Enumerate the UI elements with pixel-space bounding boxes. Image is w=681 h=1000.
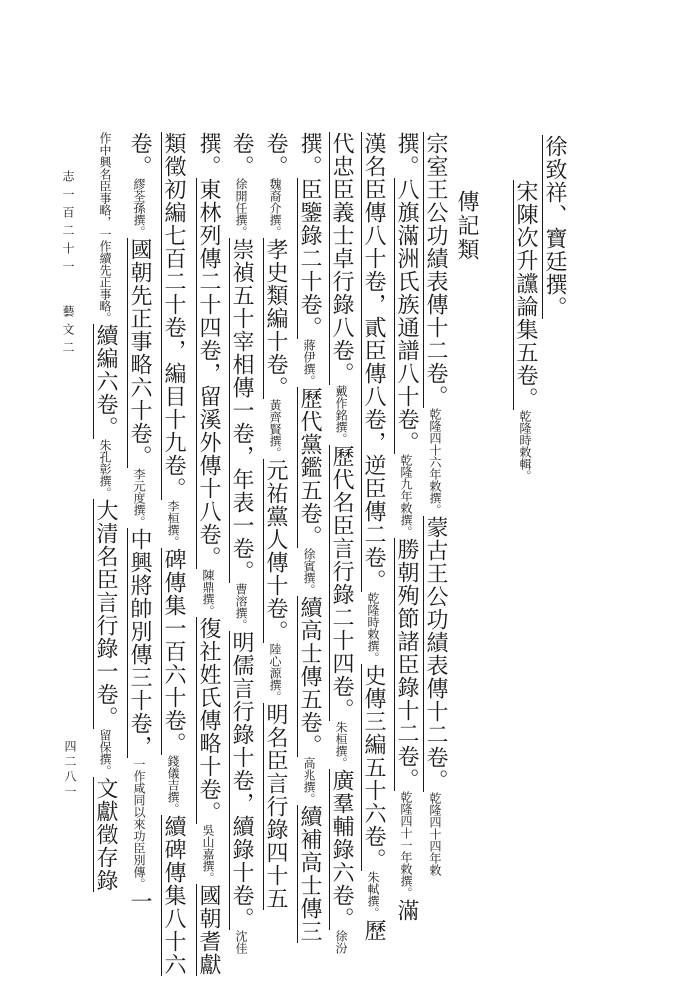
- column-11-title-1: 東林列傳二十四卷，留溪外傳十八卷。: [196, 178, 221, 569]
- column-8-note-2: 徐賓撰。: [302, 548, 316, 596]
- text-column-14: [92, 132, 118, 932]
- column-4-title-1: 宗室王公功績表傳十二卷。: [423, 132, 448, 408]
- column-5-title-2: 勝朝殉節諸臣錄十二卷。: [394, 538, 419, 791]
- column-7-note-1: 戴作銘撰。: [334, 385, 348, 445]
- column-11-note-2: 吳山嘉撰。: [201, 824, 215, 884]
- column-12-title-3: 續碑傳集八十六: [161, 815, 186, 976]
- column-8-title-1: 臣鑒錄二十卷。: [297, 178, 322, 339]
- column-10-note-1: 徐開任撰。: [234, 178, 248, 238]
- text-column-12: [160, 132, 186, 976]
- section-heading: [453, 190, 479, 990]
- column-8-title-2: 歷代黨鑑五卷。: [297, 387, 322, 548]
- page-number-text: 四二八一: [63, 740, 77, 800]
- column-9-note-3: 陸心源撰。: [268, 643, 282, 703]
- column-12-note-2: 錢儀吉撰。: [166, 755, 180, 815]
- text-column-10: [228, 132, 254, 954]
- column-7-note-2: 朱桓撰。: [334, 721, 348, 769]
- column-5-text-1: 撰。: [394, 132, 419, 178]
- text-column-11: [195, 132, 221, 976]
- column-9-note-1: 魏裔介撰。: [268, 178, 282, 238]
- column-6-text: 歷: [361, 919, 386, 942]
- text-column-4: [422, 132, 448, 932]
- column-4-note-1: 乾隆四十六年敕撰。: [428, 408, 442, 516]
- column-6-note-1: 乾隆時敕撰。: [366, 592, 380, 664]
- column-10-title-2: 明儒言行錄十卷，續錄十卷。: [229, 631, 254, 930]
- column-13-note-2: 李元度撰。: [132, 468, 146, 528]
- text-column-1: [541, 135, 567, 935]
- column-8-note-3: 高兆撰。: [302, 757, 316, 805]
- column-12-title-1: 類徵初編七百二十卷，編目十九卷。: [161, 132, 186, 500]
- column-10-title-1: 崇禎五十宰相傳一卷，年表一卷。: [229, 238, 254, 583]
- column-6-title-2: 史傳三編五十六卷。: [361, 664, 386, 871]
- column-5-note-2: 乾隆四十一年敕撰。: [399, 791, 413, 899]
- column-13-title-2: 中興將帥別傳三十卷，: [127, 528, 152, 758]
- page-number: [62, 740, 79, 800]
- column-10-note-3: 沈佳: [234, 930, 248, 954]
- column-12-note-1: 李桓撰。: [166, 500, 180, 548]
- footer-volume-text: 志一百二十一: [61, 170, 75, 278]
- column-6-title-1: 漢名臣傳八十卷，貳臣傳八卷，逆臣傳二卷。: [361, 132, 386, 592]
- column-6-note-2: 朱軾撰。: [366, 871, 380, 919]
- column-11-note-1: 陳鼎撰。: [201, 569, 215, 617]
- column-12-title-2: 碑傳集一百六十卷。: [161, 548, 186, 755]
- column-4-note-2: 乾隆四十四年敕: [428, 792, 442, 876]
- column-8-text: 撰。: [297, 132, 322, 178]
- column-13-title-1: 國朝先正事略六十卷。: [127, 238, 152, 468]
- column-13-text-1: 卷。: [127, 132, 152, 178]
- text-column-9: [262, 132, 288, 932]
- footer-section: [60, 305, 77, 359]
- column-7-note-3: 徐汾: [334, 930, 348, 954]
- text-column-7: [328, 132, 354, 954]
- column-8-title-4: 續補高士傳三: [297, 805, 322, 943]
- column-14-note-1: 朱孔彰撰。: [98, 439, 112, 499]
- column-5-title-1: 八旗滿洲氏族通譜八十卷。: [394, 178, 419, 454]
- column-7-title-1: 代忠臣義士卓行錄八卷。: [329, 132, 354, 385]
- footer-volume: [60, 170, 77, 278]
- text-column-2: [512, 180, 538, 980]
- footer-section-text: 藝文二: [61, 305, 75, 359]
- column-4-title-2: 蒙古王公功績表傳十二卷。: [423, 516, 448, 792]
- text-column-5: [393, 132, 419, 932]
- column-10-note-2: 曹溶撰。: [234, 583, 248, 631]
- column-10-text: 卷。: [229, 132, 254, 178]
- column-2-note: 乾隆時敕輯。: [518, 410, 532, 482]
- column-14-note-0: 作中興名臣事略，一作續先正事略。: [98, 132, 112, 324]
- column-11-title-2: 復社姓氏傳略十卷。: [196, 617, 221, 824]
- column-14-title-1: 續編六卷。: [93, 324, 118, 439]
- column-13-text-2: 一: [127, 890, 152, 913]
- column-7-title-3: 廣羣輔錄六卷。: [329, 769, 354, 930]
- section-heading-text: 傳記類: [454, 190, 479, 262]
- column-5-text-2: 滿: [394, 899, 419, 922]
- column-8-title-3: 續高士傳五卷。: [297, 596, 322, 757]
- text-column-8: [296, 132, 322, 943]
- column-9-title-1: 孝史類編十卷。: [263, 238, 288, 399]
- column-9-title-3: 明名臣言行錄四十五: [263, 703, 288, 910]
- column-14-note-2: 留保撰。: [98, 729, 112, 777]
- column-13-note-3: 一作咸同以來功臣別傳。: [132, 758, 146, 890]
- column-2-title: 宋陳次升讜論集五卷。: [513, 180, 538, 410]
- column-7-title-2: 歷代名臣言行錄二十四卷。: [329, 445, 354, 721]
- column-11-text: 撰。: [196, 132, 221, 178]
- column-11-title-3: 國朝耆獻: [196, 884, 221, 976]
- column-14-title-2: 大清名臣言行錄一卷。: [93, 499, 118, 729]
- column-14-title-3: 文獻徵存錄: [93, 777, 118, 892]
- text-column-6: [360, 132, 386, 942]
- column-13-note-1: 繆荃孫撰。: [132, 178, 146, 238]
- column-9-text: 卷。: [263, 132, 288, 178]
- column-8-note-1: 蔣伊撰。: [302, 339, 316, 387]
- column-5-note-1: 乾隆九年敕撰。: [399, 454, 413, 538]
- column-9-note-2: 黃齊賢撰。: [268, 399, 282, 459]
- column-1-text: 徐致祥、寶廷撰。: [542, 135, 567, 319]
- text-column-13: [126, 132, 152, 932]
- column-9-title-2: 元祐黨人傳十卷。: [263, 459, 288, 643]
